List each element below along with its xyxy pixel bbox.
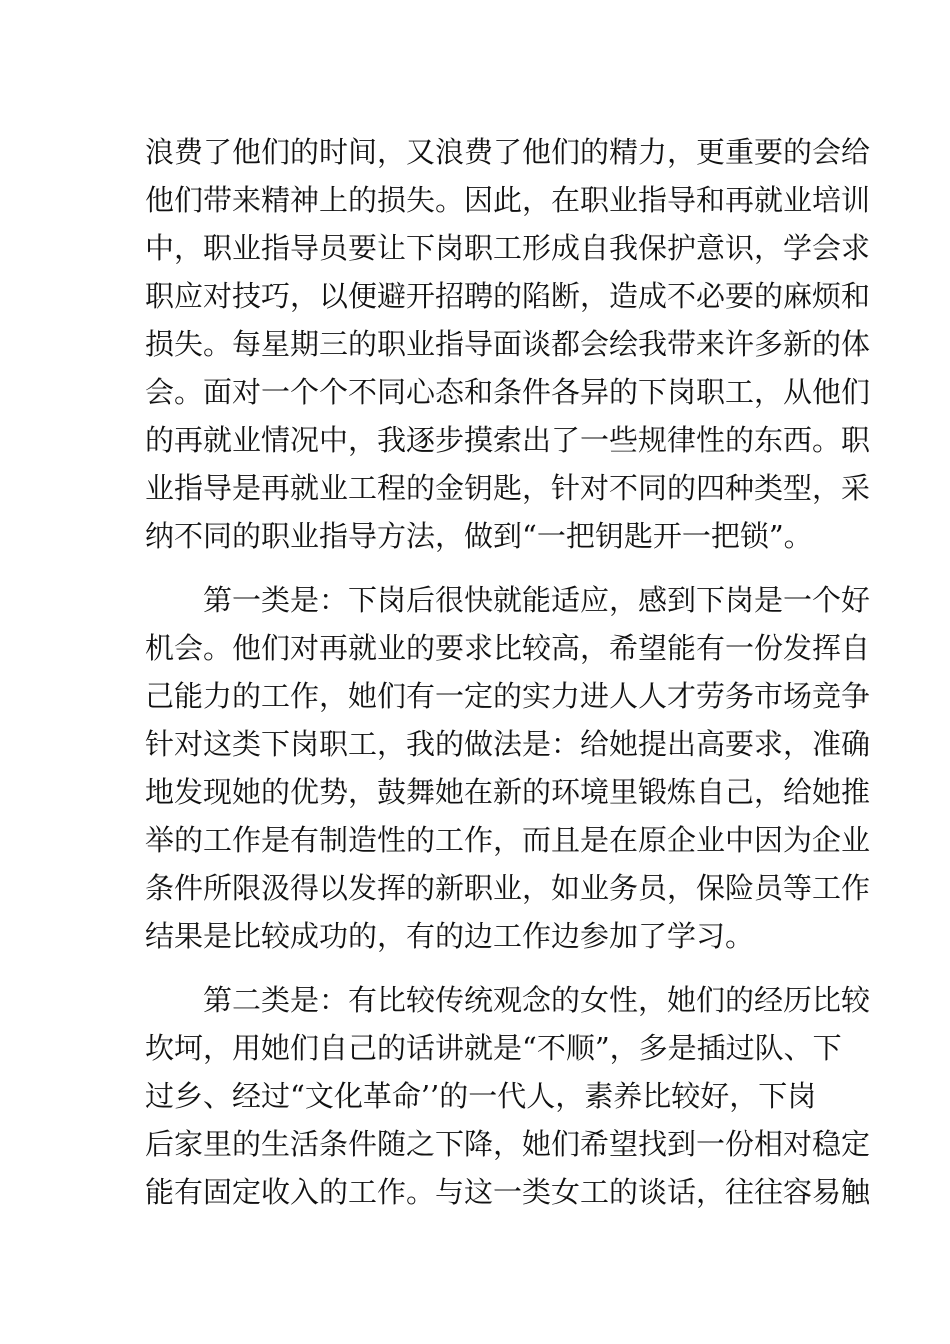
text-line: 针对这类下岗职工，我的做法是：给她提出高要求，准确 — [145, 727, 871, 761]
text-line: 职应对技巧，以便避开招聘的陷断，造成不必要的麻烦和 — [145, 279, 871, 313]
paragraph-first-line: 第一类是：下岗后很快就能适应，感到下岗是一个好 — [203, 583, 871, 617]
text-line: 的再就业情况中，我逐步摸索出了一些规律性的东西。职 — [145, 423, 871, 457]
text-line: 能有固定收入的工作。与这一类女工的谈话，往往容易触 — [145, 1175, 871, 1209]
text-line: 他们带来精神上的损失。因此，在职业指导和再就业培训 — [145, 183, 871, 217]
text-line: 后家里的生活条件随之下降，她们希望找到一份相对稳定 — [145, 1127, 871, 1161]
text-line: 浪费了他们的时间，又浪费了他们的精力，更重要的会给 — [145, 135, 871, 169]
text-line: 纳不同的职业指导方法，做到“一把钥匙开一把锁”。 — [145, 519, 813, 553]
text-line: 举的工作是有制造性的工作，而且是在原企业中因为企业 — [145, 823, 871, 857]
text-line: 业指导是再就业工程的金钥匙，针对不同的四种类型，采 — [145, 471, 871, 505]
text-line: 机会。他们对再就业的要求比较高，希望能有一份发挥自 — [145, 631, 871, 665]
text-line: 己能力的工作，她们有一定的实力进人人才劳务市场竞争 — [145, 679, 871, 713]
text-line: 条件所限汲得以发挥的新职业，如业务员，保险员等工作 — [145, 871, 871, 905]
text-line: 地发现她的优势，鼓舞她在新的环境里锻炼自己，给她推 — [145, 775, 871, 809]
text-line: 结果是比较成功的，有的边工作边参加了学习。 — [145, 919, 755, 953]
text-line: 损失。每星期三的职业指导面谈都会绘我带来许多新的体 — [145, 327, 871, 361]
text-line: 中，职业指导员要让下岗职工形成自我保护意识，学会求 — [145, 231, 871, 265]
paragraph-first-line: 第二类是：有比较传统观念的女性，她们的经历比较 — [203, 983, 871, 1017]
text-line: 坎坷，用她们自己的话讲就是“不顺”，多是插过队、下 — [145, 1031, 842, 1065]
text-line: 过乡、经过“文化革命’’的一代人，素养比较好，下岗 — [145, 1079, 817, 1113]
text-line: 会。面对一个个不同心态和条件各异的下岗职工，从他们 — [145, 375, 871, 409]
